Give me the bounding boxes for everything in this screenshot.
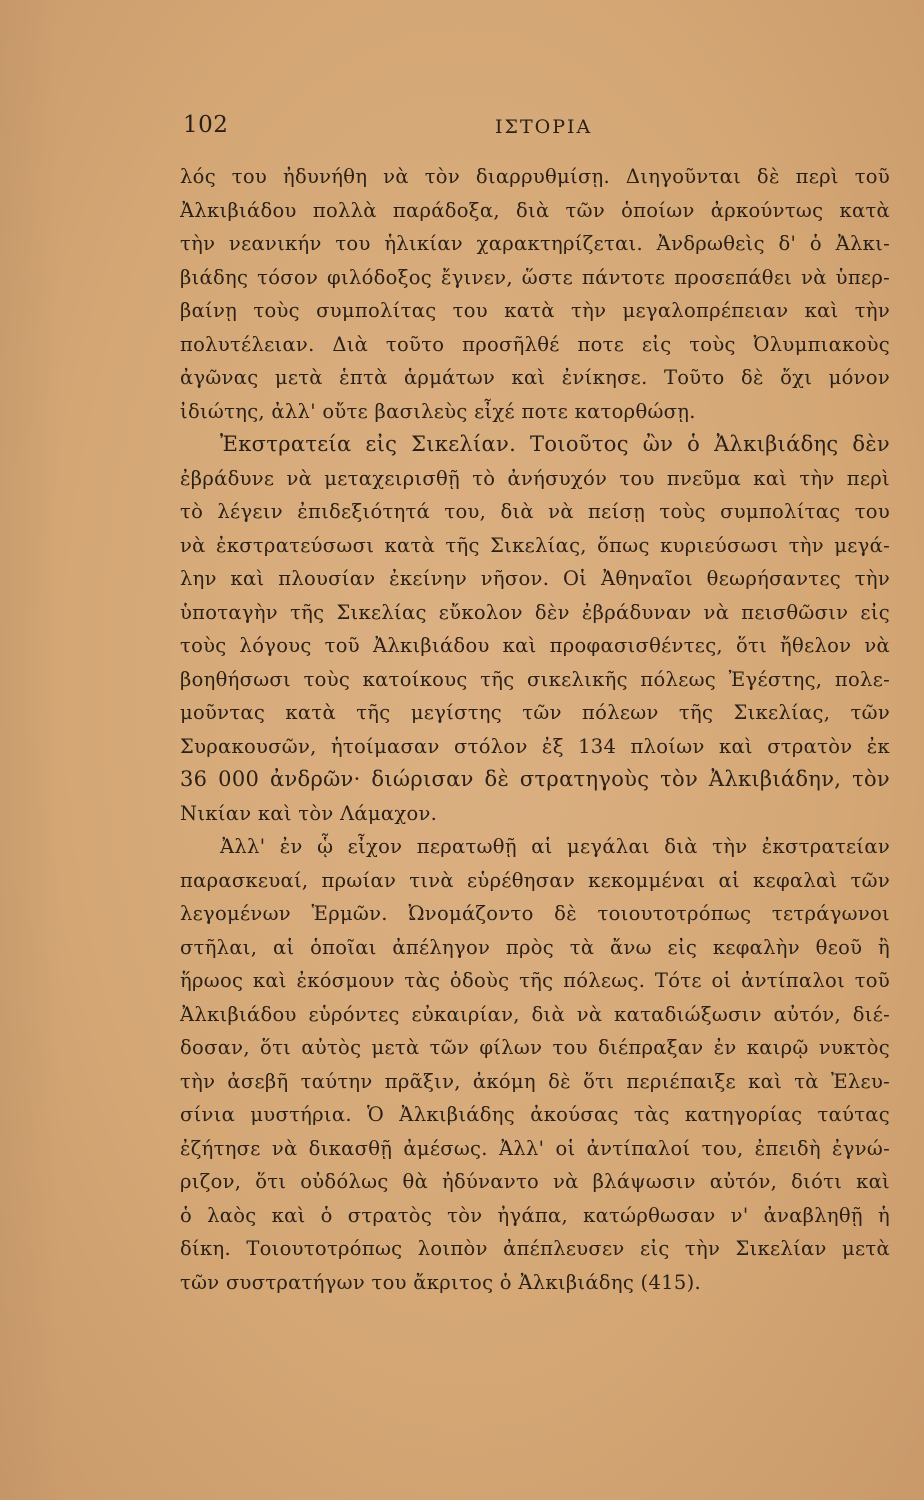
text-line: ὑποταγὴν τῆς Σικελίας εὔκολον δὲν ἐβράδυναν νὰ πεισθῶσιν εἰς: [180, 600, 890, 624]
page-edge-shading: [0, 0, 60, 1500]
text-line: ἰδιώτης, ἀλλ' οὔτε βασιλεὺς εἶχέ ποτε κατορθώσῃ.: [180, 399, 696, 423]
page-header: [183, 112, 893, 148]
text-line: ριζον, ὅτι οὐδόλως θὰ ἠδύναντο νὰ βλάψωσιν αὐτόν, διότι καὶ: [180, 1170, 890, 1193]
text-line: τοὺς λόγους τοῦ Ἀλκιβιάδου καὶ προφασισθέντες, ὅτι ἤθελον νὰ: [180, 634, 890, 657]
text-line: βιάδης τόσον φιλόδοξος ἔγινεν, ὥστε πάντοτε προσεπάθει νὰ ὑπερ-: [180, 265, 890, 289]
text-line: βοηθήσωσι τοὺς κατοίκους τῆς σικελικῆς πόλεως Ἐγέστης, πολε-: [180, 667, 890, 691]
text-line: τὸ λέγειν ἐπιδεξιότητά του, διὰ νὰ πείσῃ τοὺς συμπολίτας του: [180, 500, 890, 523]
text-line: παρασκευαί, πρωίαν τινὰ εὑρέθησαν κεκομμέναι αἱ κεφαλαὶ τῶν: [180, 868, 890, 892]
text-line: ὁ λαὸς καὶ ὁ στρατὸς τὸν ἠγάπα, κατώρθωσαν ν' ἀναβληθῇ ἡ: [180, 1203, 890, 1227]
text-line: τῶν συστρατήγων του ἄκριτος ὁ Ἀλκιβιάδης (415).: [180, 1270, 701, 1294]
text-line: Ἀλλ' ἐν ᾧ εἶχον περατωθῇ αἱ μεγάλαι διὰ τὴν ἐκστρατείαν: [220, 835, 890, 858]
text-line: στῆλαι, αἱ ὁποῖαι ἀπέληγον πρὸς τὰ ἄνω εἰς κεφαλὴν θεοῦ ἢ: [180, 935, 890, 959]
text-line: τὴν νεανικήν του ἡλικίαν χαρακτηρίζεται. Ἀνδρωθεὶς δ' ὁ Ἀλκι-: [180, 232, 890, 255]
text-line: λεγομένων Ἑρμῶν. Ὠνομάζοντο δὲ τοιουτοτρόπως τετράγωνοι: [180, 902, 890, 925]
body-text: [180, 160, 890, 1299]
running-title: ΙΣΤΟΡΙΑ: [495, 116, 593, 138]
text-line: δοσαν, ὅτι αὐτὸς μετὰ τῶν φίλων του διέπραξαν ἐν καιρῷ νυκτὸς: [180, 1036, 890, 1059]
text-line: τὴν ἀσεβῆ ταύτην πρᾶξιν, ἀκόμη δὲ ὅτι περιέπαιξε καὶ τὰ Ἐλευ-: [180, 1069, 890, 1093]
text-line: σίνια μυστήρια. Ὁ Ἀλκιβιάδης ἀκούσας τὰς κατηγορίας ταύτας: [180, 1103, 890, 1126]
text-line: Ἀλκιβιάδου πολλὰ παράδοξα, διὰ τῶν ὁποίων ἀρκούντως κατὰ: [180, 198, 890, 222]
text-line: νὰ ἐκστρατεύσωσι κατὰ τῆς Σικελίας, ὅπως κυριεύσωσι τὴν μεγά-: [180, 533, 890, 557]
text-line: μοῦντας κατὰ τῆς μεγίστης τῶν πόλεων τῆς Σικελίας, τῶν: [180, 701, 890, 724]
text-line: λός του ἠδυνήθη νὰ τὸν διαρρυθμίσῃ. Διηγοῦνται δὲ περὶ τοῦ: [180, 165, 890, 188]
text-line: λην καὶ πλουσίαν ἐκείνην νῆσον. Οἱ Ἀθηναῖοι θεωρήσαντες τὴν: [180, 567, 890, 590]
text-line: Νικίαν καὶ τὸν Λάμαχον.: [180, 801, 438, 825]
section-heading-line: Ἐκστρατεία εἰς Σικελίαν. Τοιοῦτος ὢν ὁ Ἀλκιβιάδης δὲν: [220, 432, 890, 456]
text-line: δίκη. Τοιουτοτρόπως λοιπὸν ἀπέπλευσεν εἰς τὴν Σικελίαν μετὰ: [180, 1237, 890, 1260]
text-line: ἐζήτησε νὰ δικασθῇ ἀμέσως. Ἀλλ' οἱ ἀντίπαλοί του, ἐπειδὴ ἐγνώ-: [180, 1136, 890, 1160]
text-line: Συρακουσῶν, ἡτοίμασαν στόλον ἐξ 134 πλοίων καὶ στρατὸν ἐκ: [180, 734, 890, 758]
text-line: πολυτέλειαν. Διὰ τοῦτο προσῆλθέ ποτε εἰς τοὺς Ὀλυμπιακοὺς: [180, 332, 890, 356]
text-line: βαίνῃ τοὺς συμπολίτας του κατὰ τὴν μεγαλοπρέπειαν καὶ τὴν: [180, 299, 890, 322]
text-line: ἐβράδυνε νὰ μεταχειρισθῇ τὸ ἀνήσυχόν του πνεῦμα καὶ τὴν περὶ: [180, 466, 890, 490]
text-line: Ἀλκιβιάδου εὑρόντες εὐκαιρίαν, διὰ νὰ καταδιώξωσιν αὐτόν, διέ-: [180, 1002, 890, 1026]
text-line: 36 000 ἀνδρῶν· διώρισαν δὲ στρατηγοὺς τὸν Ἀλκιβιάδην, τὸν: [180, 767, 890, 791]
text-line: ἀγῶνας μετὰ ἑπτὰ ἁρμάτων καὶ ἐνίκησε. Τοῦτο δὲ ὄχι μόνον: [180, 366, 890, 389]
page-number: 102: [183, 112, 229, 138]
text-line: ἥρωος καὶ ἐκόσμουν τὰς ὁδοὺς τῆς πόλεως. Τότε οἱ ἀντίπαλοι τοῦ: [180, 969, 890, 992]
